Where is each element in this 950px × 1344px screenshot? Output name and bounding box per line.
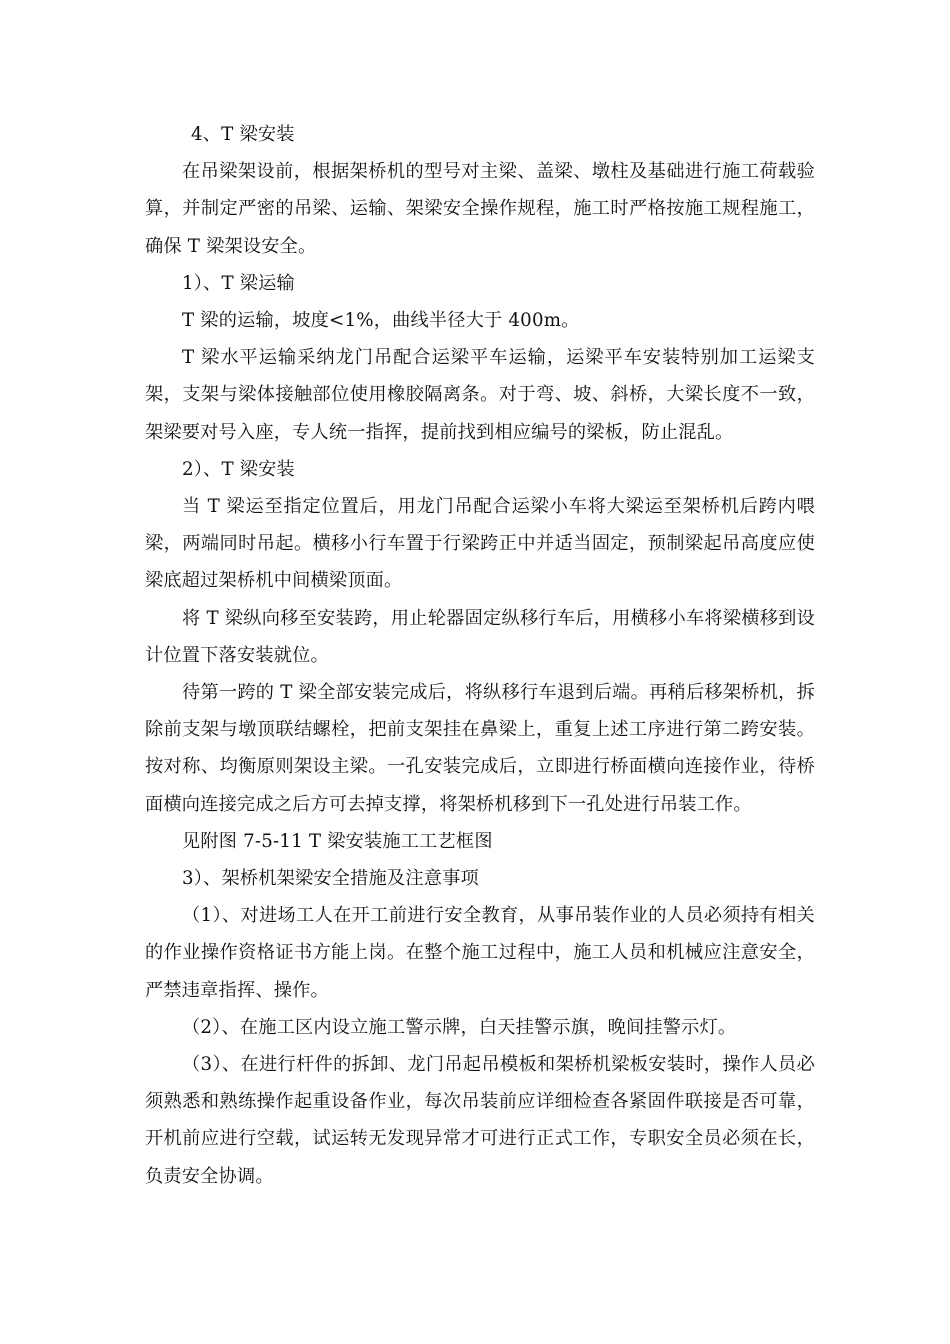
- paragraph-safety-item-3: （3）、在进行杆件的拆卸、龙门吊起吊模板和架桥机梁板安装时，操作人员必须熟悉和熟练操作起重设备作业，每次吊装前应详细检查各紧固件联接是否可靠，开机前应进行空载，试运转无发现异常才可进行正式工作，专职安全员必须在长，负责安全协调。: [145, 1054, 815, 1187]
- paragraph-transport-requirements: T 梁的运输，坡度<1%，曲线半径大于 400m。: [182, 310, 580, 332]
- paragraph-safety-item-2: （2）、在施工区内设立施工警示牌，白天挂警示旗，晚间挂警示灯。: [182, 1016, 737, 1038]
- subheading-t-beam-transport: 1）、T 梁运输: [182, 272, 295, 294]
- subheading-safety-measures: 3）、架桥机架梁安全措施及注意事项: [182, 868, 479, 890]
- paragraph-safety-item-1: （1）、对进场工人在开工前进行安全教育，从事吊装作业的人员必须持有相关的作业操作资格证书方能上岗。在整个施工过程中，施工人员和机械应注意安全，严禁违章指挥、操作。: [145, 905, 815, 1001]
- paragraph-second-span: 待第一跨的 T 梁全部安装完成后，将纵移行车退到后端。再稍后移架桥机，拆除前支架与墩顶联结螺栓，把前支架挂在鼻梁上，重复上述工序进行第二跨安装。按对称、均衡原则架设主梁。一孔安装完成后，立即进行桥面横向连接作业，待桥面横向连接完成之后方可去掉支撑，将架桥机移到下一孔处进行吊装工作。: [145, 682, 815, 815]
- paragraph-horizontal-transport: T 梁水平运输采纳龙门吊配合运梁平车运输，运梁平车安装特别加工运梁支架，支架与梁体接触部位使用橡胶隔离条。对于弯、坡、斜桥，大梁长度不一致，架梁要对号入座，专人统一指挥，提前找到相应编号的梁板，防止混乱。: [145, 347, 815, 443]
- paragraph-load-verification: 在吊梁架设前，根据架桥机的型号对主梁、盖梁、墩柱及基础进行施工荷载验算，并制定严密的吊梁、运输、架梁安全操作规程，施工时严格按施工规程施工，确保 T 梁架设安全。: [145, 161, 815, 257]
- paragraph-figure-reference: 见附图 7-5-11 T 梁安装施工工艺框图: [182, 830, 493, 852]
- subheading-t-beam-installation: 2）、T 梁安装: [182, 458, 295, 480]
- section-heading: 4、T 梁安装: [191, 124, 295, 145]
- paragraph-longitudinal-move: 将 T 梁纵向移至安装跨，用止轮器固定纵移行车后，用横移小车将梁横移到设计位置下落安装就位。: [145, 607, 815, 666]
- paragraph-feeding-beam: 当 T 梁运至指定位置后，用龙门吊配合运梁小车将大梁运至架桥机后跨内喂梁，两端同时吊起。横移小行车置于行梁跨正中并适当固定，预制梁起吊高度应使梁底超过架桥机中间横梁顶面。: [145, 496, 815, 592]
- document-body: [145, 116, 815, 1195]
